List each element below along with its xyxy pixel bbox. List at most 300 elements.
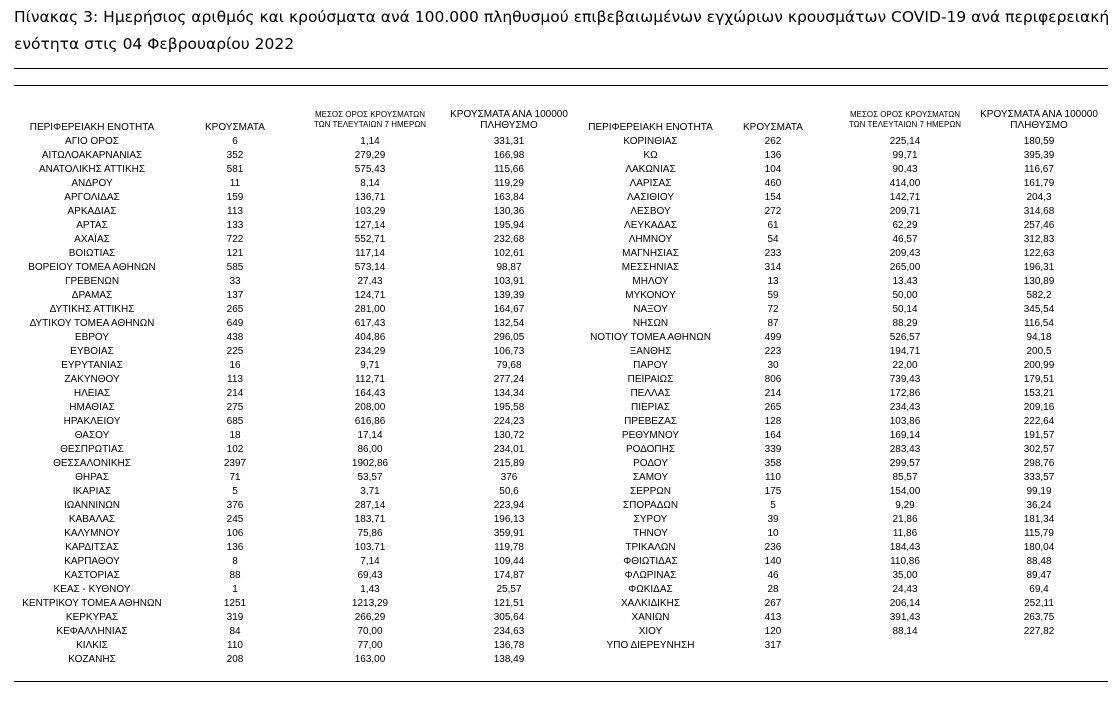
cell-region: ΕΥΒΟΙΑΣ (70, 346, 114, 357)
cell-cases: 71 (229, 472, 241, 483)
table-row (0, 555, 1119, 569)
cell-cases: 233 (764, 248, 782, 259)
cell-cases: 84 (229, 626, 241, 637)
cell-cases: 319 (226, 612, 244, 623)
cell-avg7: 103,71 (354, 542, 386, 553)
cell-cases: 267 (764, 598, 782, 609)
cell-avg7: 208,00 (354, 402, 386, 413)
cell-cases: 262 (764, 136, 782, 147)
cell-avg7: 7,14 (360, 556, 380, 567)
header-per100k-line1: ΚΡΟΥΣΜΑΤΑ ΑΝΑ 100000 (980, 109, 1098, 120)
cell-avg7: 99,71 (892, 150, 918, 161)
cell-region: ΖΑΚΥΝΘΟΥ (64, 374, 120, 385)
cell-region: ΚΩ (643, 150, 658, 161)
cell-per100k: 196,31 (1023, 262, 1055, 273)
table-row (0, 247, 1119, 261)
table-row (0, 583, 1119, 597)
cell-region: ΚΕΦΑΛΛΗΝΙΑΣ (56, 626, 128, 637)
cell-avg7: 22,00 (892, 360, 918, 371)
cell-avg7: 27,43 (357, 276, 383, 287)
cell-cases: 317 (764, 640, 782, 651)
cell-per100k: 224,23 (493, 416, 525, 427)
cell-region: ΤΗΝΟΥ (633, 528, 668, 539)
cell-cases: 438 (226, 332, 244, 343)
cell-cases: 649 (226, 318, 244, 329)
cell-avg7: 287,14 (354, 500, 386, 511)
cell-per100k: 130,72 (493, 430, 525, 441)
cell-per100k: 161,79 (1023, 178, 1055, 189)
cell-per100k: 163,84 (493, 192, 525, 203)
cell-cases: 499 (764, 332, 782, 343)
cell-cases: 1251 (223, 598, 247, 609)
cell-per100k: 359,91 (493, 528, 525, 539)
cell-avg7: 11,86 (892, 528, 918, 539)
cell-region: ΚΟΡΙΝΘΙΑΣ (623, 136, 678, 147)
cell-per100k: 215,89 (493, 458, 525, 469)
cell-cases: 2397 (223, 458, 247, 469)
cell-cases: 358 (764, 458, 782, 469)
cell-cases: 722 (226, 234, 244, 245)
cell-per100k: 119,78 (494, 542, 524, 553)
cell-avg7: 124,71 (354, 290, 386, 301)
cell-cases: 225 (226, 346, 244, 357)
cell-region: ΑΓΙΟ ΟΡΟΣ (65, 136, 119, 147)
cell-avg7: 136,71 (354, 192, 386, 203)
cell-cases: 18 (229, 430, 241, 441)
cell-cases: 16 (229, 360, 241, 371)
cell-region: ΚΑΡΔΙΤΣΑΣ (65, 542, 119, 553)
cell-cases: 685 (226, 416, 244, 427)
cell-cases: 10 (767, 528, 779, 539)
cell-region: ΚΑΣΤΟΡΙΑΣ (64, 570, 120, 581)
cell-region: ΧΑΛΚΙΔΙΚΗΣ (621, 598, 680, 609)
cell-region: ΥΠΟ ΔΙΕΡΕΥΝΗΣΗ (606, 640, 695, 651)
cell-per100k: 305,64 (493, 612, 525, 623)
cell-per100k: 36,24 (1026, 500, 1052, 511)
table-row (0, 541, 1119, 555)
cell-per100k: 134,34 (493, 388, 525, 399)
cell-per100k: 89,47 (1026, 570, 1052, 581)
cell-cases: 136 (764, 150, 782, 161)
cell-per100k: 314,68 (1023, 206, 1055, 217)
cell-avg7: 154,00 (889, 486, 921, 497)
cell-per100k: 181,34 (1023, 514, 1055, 525)
cell-avg7: 9,29 (895, 500, 915, 511)
table-row (0, 233, 1119, 247)
cell-region: ΦΩΚΙΔΑΣ (628, 584, 673, 595)
table-row (0, 639, 1119, 653)
cell-cases: 581 (226, 164, 244, 175)
cell-cases: 5 (232, 486, 238, 497)
cell-cases: 13 (767, 276, 779, 287)
cell-cases: 460 (764, 178, 782, 189)
cell-avg7: 299,57 (889, 458, 921, 469)
cell-per100k: 106,73 (493, 346, 525, 357)
cell-region: ΠΑΡΟΥ (633, 360, 668, 371)
cell-per100k: 223,94 (493, 500, 525, 511)
cell-per100k: 88,48 (1026, 556, 1052, 567)
cell-region: ΛΕΥΚΑΔΑΣ (624, 220, 677, 231)
cell-avg7: 117,14 (355, 248, 385, 259)
cell-avg7: 183,71 (354, 514, 386, 525)
cell-region: ΠΕΙΡΑΙΩΣ (627, 374, 674, 385)
cell-region: ΕΒΡΟΥ (74, 332, 110, 343)
cell-region: ΧΙΟΥ (638, 626, 663, 637)
cell-per100k: 25,57 (496, 584, 522, 595)
cell-avg7: 24,43 (892, 584, 918, 595)
cell-avg7: 164,43 (354, 388, 386, 399)
cell-cases: 30 (767, 360, 779, 371)
table-row (0, 569, 1119, 583)
table-row (0, 373, 1119, 387)
cell-region: ΗΛΕΙΑΣ (73, 388, 111, 399)
cell-cases: 376 (226, 500, 244, 511)
cell-cases: 121 (226, 248, 244, 259)
cell-cases: 413 (764, 612, 782, 623)
table-row (0, 611, 1119, 625)
cell-region: ΝΗΣΩΝ (632, 318, 669, 329)
cell-avg7: 75,86 (357, 528, 383, 539)
cell-per100k: 153,21 (1023, 388, 1055, 399)
table-row (0, 625, 1119, 639)
cell-avg7: 50,14 (892, 304, 918, 315)
cell-per100k: 376 (500, 472, 518, 483)
cell-cases: 6 (232, 136, 238, 147)
cell-per100k: 234,01 (493, 444, 525, 455)
header-per100k-line2: ΠΛΗΘΥΣΜΟ (480, 120, 538, 131)
cell-avg7: 184,43 (889, 542, 921, 553)
cell-cases: 106 (226, 528, 244, 539)
cell-region: ΦΘΙΩΤΙΔΑΣ (623, 556, 678, 567)
cell-region: ΑΙΤΩΛΟΑΚΑΡΝΑΝΙΑΣ (41, 150, 143, 161)
cell-avg7: 404,86 (354, 332, 386, 343)
table-row (0, 149, 1119, 163)
cell-avg7: 46,57 (892, 234, 918, 245)
cell-avg7: 62,29 (892, 220, 918, 231)
cell-avg7: 617,43 (354, 318, 386, 329)
cell-cases: 59 (767, 290, 779, 301)
cell-avg7: 573,14 (354, 262, 386, 273)
cell-region: ΝΑΞΟΥ (633, 304, 668, 315)
cell-cases: 113 (227, 374, 243, 385)
cell-cases: 806 (764, 374, 782, 385)
cell-per100k: 191,57 (1023, 430, 1055, 441)
cell-avg7: 172,86 (889, 388, 921, 399)
cell-cases: 72 (767, 304, 779, 315)
cell-region: ΚΕΝΤΡΙΚΟΥ ΤΟΜΕΑ ΑΘΗΝΩΝ (22, 598, 162, 609)
cell-region: ΑΧΑΪΑΣ (74, 234, 110, 245)
cell-cases: 102 (226, 444, 244, 455)
cell-region: ΔΡΑΜΑΣ (71, 290, 113, 301)
cell-per100k: 166,98 (493, 150, 525, 161)
cell-avg7: 90,43 (892, 164, 918, 175)
header-avg7-line1: ΜΕΣΟΣ ΟΡΟΣ ΚΡΟΥΣΜΑΤΩΝ (314, 110, 426, 119)
cell-per100k: 115,79 (1024, 528, 1054, 539)
cell-region: ΕΥΡΥΤΑΝΙΑΣ (61, 360, 123, 371)
cell-cases: 236 (764, 542, 782, 553)
cell-region: ΘΕΣΣΑΛΟΝΙΚΗΣ (53, 458, 131, 469)
cell-region: ΘΕΣΠΡΩΤΙΑΣ (60, 444, 124, 455)
cell-per100k: 130,36 (493, 206, 525, 217)
cell-avg7: 103,86 (889, 416, 921, 427)
cell-per100k: 138,49 (493, 654, 525, 665)
cell-avg7: 225,14 (889, 136, 921, 147)
cell-per100k: 79,68 (496, 360, 522, 371)
cell-region: ΛΑΡΙΣΑΣ (629, 178, 672, 189)
cell-avg7: 1902,86 (351, 458, 389, 469)
cell-cases: 265 (226, 304, 244, 315)
cell-avg7: 234,43 (889, 402, 921, 413)
cell-cases: 128 (764, 416, 782, 427)
table-row (0, 401, 1119, 415)
cell-avg7: 209,43 (889, 248, 921, 259)
table-row (0, 219, 1119, 233)
header-avg7-line1: ΜΕΣΟΣ ΟΡΟΣ ΚΡΟΥΣΜΑΤΩΝ (849, 110, 961, 119)
cell-per100k: 109,44 (493, 556, 525, 567)
cell-cases: 164 (764, 430, 782, 441)
cell-avg7: 279,29 (354, 150, 386, 161)
cell-per100k: 252,11 (1024, 598, 1054, 609)
table-row (0, 653, 1119, 667)
cell-region: ΧΑΝΙΩΝ (631, 612, 670, 623)
cell-region: ΚΕΑΣ - ΚΥΘΝΟΥ (53, 584, 131, 595)
cell-region: ΛΑΚΩΝΙΑΣ (625, 164, 676, 175)
table-row (0, 359, 1119, 373)
cell-cases: 223 (764, 346, 782, 357)
cell-avg7: 77,00 (357, 640, 383, 651)
cell-region: ΝΟΤΙΟΥ ΤΟΜΕΑ ΑΘΗΝΩΝ (590, 332, 711, 343)
cell-region: ΓΡΕΒΕΝΩΝ (64, 276, 120, 287)
cell-cases: 33 (229, 276, 241, 287)
header-region-label: ΠΕΡΙΦΕΡΕΙΑΚΗ ΕΝΟΤΗΤΑ (29, 122, 155, 133)
cell-per100k: 263,75 (1023, 612, 1055, 623)
cell-cases: 28 (767, 584, 779, 595)
header-cases-right (733, 122, 813, 133)
bottom-rule (14, 681, 1108, 682)
cell-avg7: 616,86 (354, 416, 386, 427)
cell-per100k: 69,4 (1029, 584, 1049, 595)
cell-cases: 136 (226, 542, 244, 553)
cell-cases: 314 (764, 262, 782, 273)
cell-per100k: 119,29 (494, 178, 524, 189)
table-caption: Πίνακας 3: Ημερήσιος αριθμός και κρούσματα ανά 100.000 πληθυσμού επιβεβαιωμένων εγχώριων κρουσμάτων COVID-19 ανά περιφερειακή ενότητα στις 04 Φεβρουαρίου 2022 (14, 8, 1110, 53)
cell-avg7: 414,00 (889, 178, 921, 189)
cell-avg7: 234,29 (354, 346, 386, 357)
cell-region: ΘΑΣΟΥ (74, 430, 110, 441)
table-row (0, 457, 1119, 471)
table-row (0, 317, 1119, 331)
cell-avg7: 266,29 (354, 612, 386, 623)
header-avg7-line2: ΤΩΝ ΤΕΛΕΥΤΑΙΩΝ 7 ΗΜΕΡΩΝ (848, 120, 962, 129)
cell-region: ΤΡΙΚΑΛΩΝ (625, 542, 676, 553)
cell-avg7: 169,14 (889, 430, 921, 441)
cell-cases: 245 (226, 514, 244, 525)
cell-region: ΚΑΒΑΛΑΣ (68, 514, 116, 525)
cell-per100k: 234,63 (493, 626, 525, 637)
cell-region: ΒΟΙΩΤΙΑΣ (68, 248, 116, 259)
cell-avg7: 85,57 (892, 472, 918, 483)
table-row (0, 387, 1119, 401)
cell-region: ΗΜΑΘΙΑΣ (69, 402, 115, 413)
cell-cases: 5 (770, 500, 776, 511)
cell-per100k: 180,59 (1023, 136, 1055, 147)
cell-per100k: 200,5 (1026, 346, 1052, 357)
header-avg7-left (300, 110, 440, 130)
cell-per100k: 122,63 (1023, 248, 1055, 259)
cell-cases: 214 (764, 388, 782, 399)
cell-region: ΘΗΡΑΣ (75, 472, 109, 483)
table-row (0, 191, 1119, 205)
cell-per100k: 98,87 (496, 262, 522, 273)
cell-avg7: 17,14 (357, 430, 383, 441)
cell-region: ΔΥΤΙΚΗΣ ΑΤΤΙΚΗΣ (49, 304, 135, 315)
cell-per100k: 130,89 (1023, 276, 1055, 287)
header-region-right (572, 122, 729, 133)
cell-avg7: 9,71 (360, 360, 380, 371)
cell-region: ΚΑΡΠΑΘΟΥ (64, 556, 120, 567)
cell-avg7: 70,00 (357, 626, 383, 637)
cell-per100k: 395,39 (1023, 150, 1055, 161)
cell-region: ΛΕΣΒΟΥ (630, 206, 671, 217)
cell-per100k: 232,68 (493, 234, 525, 245)
cell-cases: 8 (232, 556, 238, 567)
cell-avg7: 739,43 (889, 374, 921, 385)
cell-cases: 88 (229, 570, 241, 581)
header-region-label: ΠΕΡΙΦΕΡΕΙΑΚΗ ΕΝΟΤΗΤΑ (588, 122, 713, 133)
cell-per100k: 102,61 (493, 248, 525, 259)
table-row (0, 527, 1119, 541)
cell-per100k: 227,82 (1023, 626, 1055, 637)
table-row (0, 261, 1119, 275)
cell-region: ΠΡΕΒΕΖΑΣ (624, 416, 677, 427)
table-row (0, 177, 1119, 191)
header-per100k-line1: ΚΡΟΥΣΜΑΤΑ ΑΝΑ 100000 (450, 109, 568, 120)
table-row (0, 485, 1119, 499)
cell-region: ΑΡΤΑΣ (76, 220, 108, 231)
cell-region: ΡΟΔΟΠΗΣ (625, 444, 676, 455)
cell-per100k: 139,39 (493, 290, 525, 301)
cell-avg7: 8,14 (360, 178, 380, 189)
cell-avg7: 575,43 (354, 164, 386, 175)
header-per100k-line2: ΠΛΗΘΥΣΜΟ (1010, 120, 1068, 131)
table-row (0, 289, 1119, 303)
cell-per100k: 94,18 (1026, 332, 1052, 343)
cell-cases: 39 (767, 514, 779, 525)
cell-per100k: 179,51 (1023, 374, 1055, 385)
cell-region: ΑΝΔΡΟΥ (71, 178, 113, 189)
cell-avg7: 112,71 (355, 374, 385, 385)
cell-cases: 272 (764, 206, 782, 217)
cell-per100k: 296,05 (493, 332, 525, 343)
cell-per100k: 345,54 (1023, 304, 1055, 315)
cell-avg7: 391,43 (889, 612, 921, 623)
cell-region: ΠΕΛΛΑΣ (630, 388, 671, 399)
table-row (0, 345, 1119, 359)
cell-region: ΒΟΡΕΙΟΥ ΤΟΜΕΑ ΑΘΗΝΩΝ (28, 262, 156, 273)
cell-cases: 1 (232, 584, 238, 595)
cell-region: ΔΥΤΙΚΟΥ ΤΟΜΕΑ ΑΘΗΝΩΝ (29, 318, 155, 329)
cell-region: ΜΥΚΟΝΟΥ (625, 290, 676, 301)
cell-region: ΚΑΛΥΜΝΟΥ (64, 528, 120, 539)
cell-avg7: 552,71 (354, 234, 386, 245)
cell-per100k: 121,51 (493, 598, 525, 609)
cell-per100k: 50,6 (499, 486, 519, 497)
cell-region: ΗΡΑΚΛΕΙΟΥ (63, 416, 121, 427)
cell-per100k: 116,67 (1024, 164, 1054, 175)
table-row (0, 275, 1119, 289)
table-row (0, 429, 1119, 443)
cell-per100k: 209,16 (1023, 402, 1055, 413)
cell-avg7: 265,00 (889, 262, 921, 273)
cell-region: ΜΑΓΝΗΣΙΑΣ (622, 248, 679, 259)
header-per100k-left (444, 109, 574, 131)
cell-per100k: 116,54 (1024, 318, 1054, 329)
cell-cases: 110 (227, 640, 243, 651)
cell-region: ΚΙΛΚΙΣ (76, 640, 108, 651)
cell-region: ΚΕΡΚΥΡΑΣ (65, 612, 119, 623)
cell-cases: 110 (765, 472, 781, 483)
cell-region: ΙΚΑΡΙΑΣ (72, 486, 112, 497)
cell-avg7: 283,43 (889, 444, 921, 455)
cell-per100k: 312,83 (1023, 234, 1055, 245)
header-avg7-line2: ΤΩΝ ΤΕΛΕΥΤΑΙΩΝ 7 ΗΜΕΡΩΝ (313, 120, 427, 129)
cell-per100k: 195,58 (493, 402, 525, 413)
cell-region: ΑΝΑΤΟΛΙΚΗΣ ΑΤΤΙΚΗΣ (38, 164, 146, 175)
cell-avg7: 50,00 (892, 290, 918, 301)
cell-region: ΛΑΣΙΘΙΟΥ (627, 192, 674, 203)
cell-cases: 120 (764, 626, 782, 637)
cell-region: ΣΥΡΟΥ (633, 514, 668, 525)
cell-cases: 137 (226, 290, 244, 301)
table-row (0, 303, 1119, 317)
cell-avg7: 86,00 (357, 444, 383, 455)
cell-per100k: 257,46 (1023, 220, 1055, 231)
cell-region: ΠΙΕΡΙΑΣ (631, 402, 670, 413)
cell-avg7: 1,14 (360, 136, 380, 147)
cell-region: ΞΑΝΘΗΣ (629, 346, 672, 357)
cell-cases: 154 (764, 192, 782, 203)
cell-per100k: 164,67 (493, 304, 525, 315)
cell-per100k: 277,24 (493, 374, 525, 385)
cell-avg7: 88,29 (892, 318, 918, 329)
cell-per100k: 115,66 (494, 164, 524, 175)
cell-cases: 104 (764, 164, 782, 175)
cell-per100k: 174,87 (493, 570, 525, 581)
cell-avg7: 53,57 (357, 472, 383, 483)
cell-per100k: 200,99 (1023, 360, 1055, 371)
cell-avg7: 163,00 (354, 654, 386, 665)
cell-cases: 61 (767, 220, 779, 231)
cell-avg7: 1,43 (360, 584, 380, 595)
cell-cases: 46 (767, 570, 779, 581)
cell-per100k: 302,57 (1023, 444, 1055, 455)
cell-region: ΑΡΓΟΛΙΔΑΣ (64, 192, 120, 203)
cell-per100k: 195,94 (493, 220, 525, 231)
table-row (0, 499, 1119, 513)
cell-avg7: 281,00 (354, 304, 386, 315)
header-region-left (18, 122, 166, 133)
cell-cases: 585 (226, 262, 244, 273)
cell-avg7: 103,29 (354, 206, 386, 217)
cell-region: ΣΠΟΡΑΔΩΝ (622, 500, 679, 511)
cell-region: ΑΡΚΑΔΙΑΣ (67, 206, 117, 217)
cell-avg7: 35,00 (892, 570, 918, 581)
cell-region: ΜΕΣΣΗΝΙΑΣ (621, 262, 680, 273)
cell-per100k: 298,76 (1023, 458, 1055, 469)
cell-region: ΦΛΩΡΙΝΑΣ (624, 570, 677, 581)
cell-cases: 275 (226, 402, 244, 413)
cell-per100k: 331,31 (493, 136, 525, 147)
